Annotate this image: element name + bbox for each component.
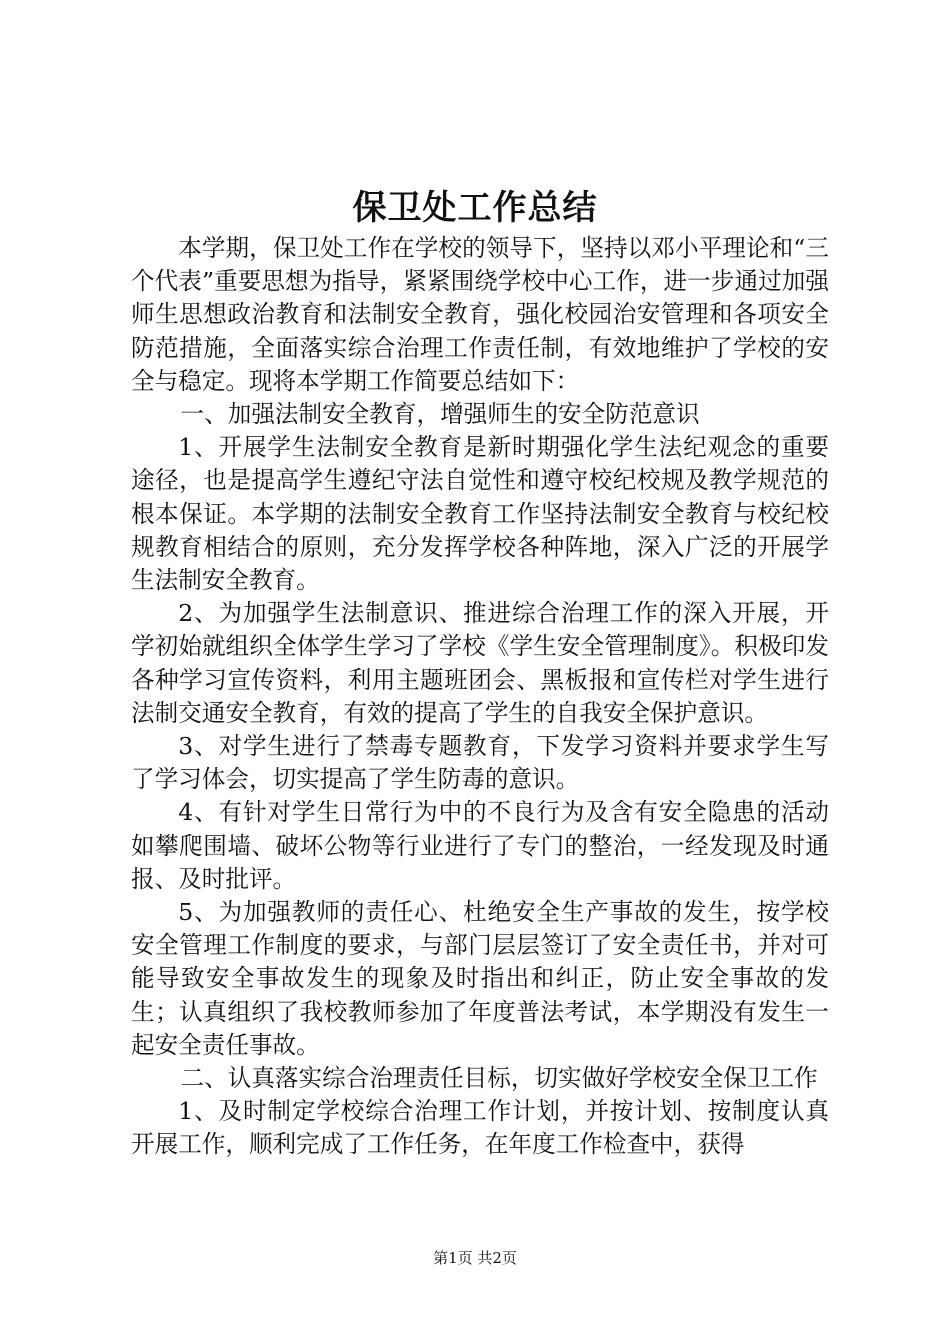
paragraph-1-1: 1、开展学生法制安全教育是新时期强化学生法纪观念的重要途径，也是提高学生遵纪守法自觉性和遵守校纪校规及教学规范的根本保证。本学期的法制安全教育工作坚持法制安全教育与校纪校规教育相结合的原则，充分发挥学校各种阵地，深入广泛的开展学生法制安全教育。 xyxy=(131,433,829,595)
paragraph-1-5: 5、为加强教师的责任心、杜绝安全生产事故的发生，按学校安全管理工作制度的要求，与部门层层签订了安全责任书，并对可能导致安全事故发生的现象及时指出和纠正，防止安全事故的发生；认真组织了我校教师参加了年度普法考试，本学期没有发生一起安全责任事故。 xyxy=(131,898,829,1059)
page-footer: 第1页 共2页 xyxy=(433,1249,517,1267)
paragraph-1-2: 2、为加强学生法制意识、推进综合治理工作的深入开展，开学初始就组织全体学生学习了学校《学生安全管理制度》。积极印发各种学习宣传资料，利用主题班团会、黑板报和宣传栏对学生进行法制交通安全教育，有效的提高了学生的自我安全保护意识。 xyxy=(131,599,829,727)
section-heading-2: 二、认真落实综合治理责任目标，切实做好学校安全保卫工作 xyxy=(180,1064,818,1093)
section-heading-1: 一、加强法制安全教育，增强师生的安全防范意识 xyxy=(180,400,700,429)
paragraph-2-1: 1、及时制定学校综合治理工作计划，并按计划、按制度认真开展工作，顺利完成了工作任务，在年度工作检查中，获得 xyxy=(131,1097,829,1159)
document-body xyxy=(131,232,829,1162)
intro-paragraph: 本学期，保卫处工作在学校的领导下，坚持以邓小平理论和“三个代表”重要思想为指导，紧紧围绕学校中心工作，进一步通过加强师生思想政治教育和法制安全教育，强化校园治安管理和各项安全防范措施，全面落实综合治理工作责任制，有效地维护了学校的安全与稳定。现将本学期工作简要总结如下： xyxy=(131,234,829,395)
paragraph-1-3: 3、对学生进行了禁毒专题教育，下发学习资料并要求学生写了学习体会，切实提高了学生防毒的意识。 xyxy=(131,732,829,794)
document-title: 保卫处工作总结 xyxy=(352,188,598,228)
paragraph-1-4: 4、有针对学生日常行为中的不良行为及含有安全隐患的活动如攀爬围墙、破坏公物等行业进行了专门的整治，一经发现及时通报、及时批评。 xyxy=(131,798,829,893)
